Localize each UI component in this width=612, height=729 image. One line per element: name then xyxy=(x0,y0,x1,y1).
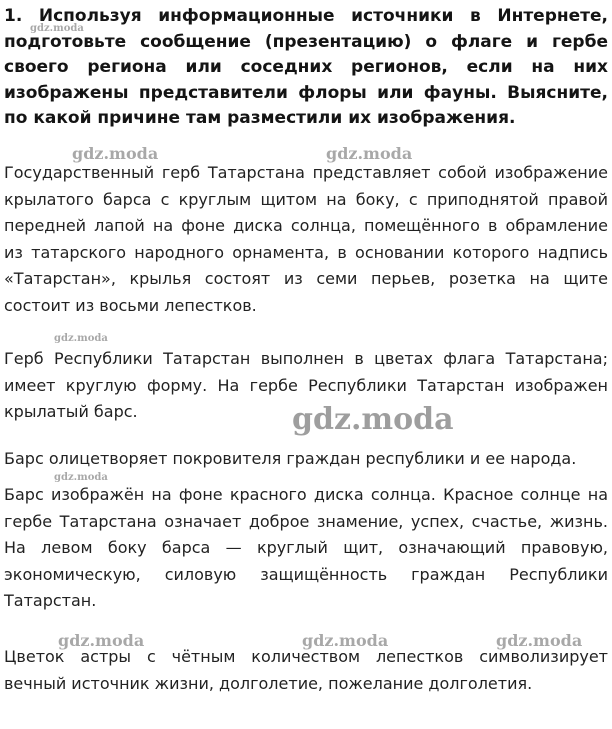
watermark: gdz.moda xyxy=(326,144,413,163)
watermark: gdz.moda xyxy=(54,472,108,483)
watermark: gdz.moda xyxy=(292,402,454,437)
answer-paragraph-3: Барс олицетворяет покровителя граждан республики и ее народа. xyxy=(4,449,577,468)
watermark: gdz.moda xyxy=(30,23,84,34)
answer-paragraph-5: Цветок астры с чётным количеством лепестков символизирует вечный источник жизни, долголетие, пожелание долголетия. xyxy=(4,647,608,693)
watermark: gdz.moda xyxy=(58,631,145,650)
watermark: gdz.moda xyxy=(496,631,583,650)
task-heading: 1. Используя информационные источники в Интернете, подготовьте сообщение (презентацию) о флаге и гербе своего региона или соседних регионов, если на них изображены представители флоры или фауны. Выясните, по какой причине там разместили их изображения. xyxy=(4,6,608,128)
watermark: gdz.moda xyxy=(302,631,389,650)
answer-paragraph-2: Герб Республики Татарстан выполнен в цветах флага Татарстана; имеет круглую форму. На гербе Республики Татарстан изображен крылатый барс. xyxy=(4,349,608,421)
answer-paragraph-4: Барс изображён на фоне красного диска солнца. Красное солнце на гербе Татарстана означает доброе знамение, успех, счастье, жизнь. На левом боку барса — круглый щит, означающий правовую, экономическую, силовую защищённость граждан Республики Татарстан. xyxy=(4,485,608,610)
watermark: gdz.moda xyxy=(54,333,108,344)
watermark: gdz.moda xyxy=(72,144,159,163)
answer-paragraph-1: Государственный герб Татарстана представляет собой изображение крылатого барса с круглым щитом на боку, с приподнятой правой передней лапой на фоне диска солнца, помещённого в обрамление из татарского народного орнамента, в основании которого надпись «Татарстан», крылья состоят из семи перьев, розетка на щите состоит из восьми лепестков. xyxy=(4,163,608,315)
